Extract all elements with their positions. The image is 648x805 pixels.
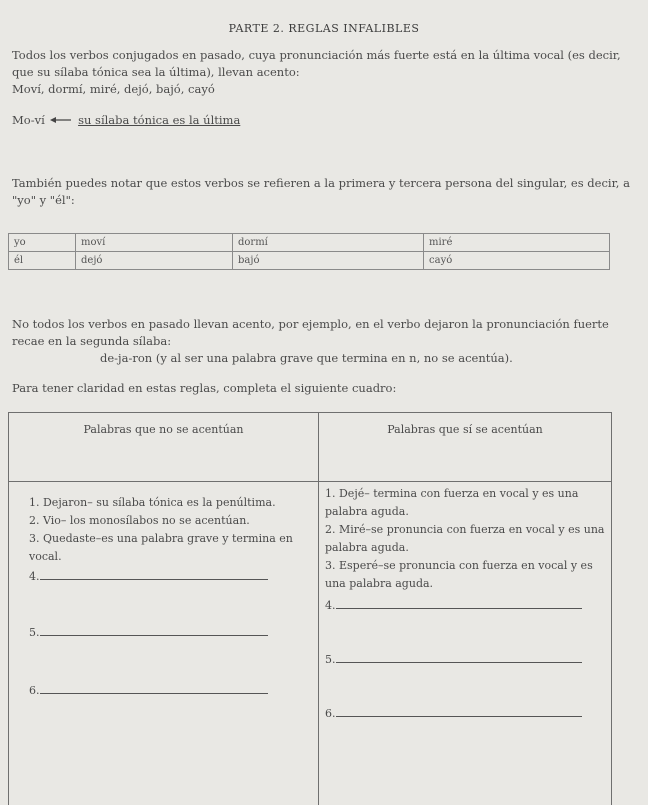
table-cell: bajó (233, 252, 424, 270)
left-column-header: Palabras que no se acentúan (83, 423, 244, 436)
blank-line[interactable] (40, 624, 268, 636)
not-all-paragraph: No todos los verbos en pasado llevan acento, por ejemplo, en el verbo dejaron la pronunciación fuerte recae en la segunda sílaba: (12, 317, 609, 348)
classification-grid (8, 412, 612, 805)
item-number: 5. (29, 626, 40, 639)
list-item: 1. Dejaron– su sílaba tónica es la penúltima. (29, 496, 276, 509)
table-cell: dejó (76, 252, 233, 270)
answer-line-5[interactable] (29, 624, 309, 642)
page-title: PARTE 2. REGLAS INFALIBLES (228, 22, 420, 35)
list-item: 3. Quedaste–es una palabra grave y termina en vocal. (29, 532, 293, 563)
intro-text: Todos los verbos conjugados en pasado, cuya pronunciación más fuerte está en la última vocal (es decir, que su sílaba tónica sea la última), llevan acento: (12, 48, 621, 79)
table-cell: él (9, 252, 76, 270)
right-column (325, 485, 607, 723)
table-cell: cayó (424, 252, 610, 270)
item-number: 6. (325, 707, 336, 720)
item-number: 5. (325, 653, 336, 666)
arrow-example (12, 113, 240, 127)
answer-line-6[interactable] (29, 682, 309, 700)
answer-line-5[interactable] (325, 651, 607, 669)
blank-line[interactable] (40, 682, 268, 694)
blank-line[interactable] (40, 568, 268, 580)
answer-line-6[interactable] (325, 705, 607, 723)
column-divider (318, 413, 319, 805)
instruction: Para tener claridad en estas reglas, completa el siguiente cuadro: (12, 381, 397, 395)
persons-note: También puedes notar que estos verbos se refieren a la primera y tercera persona del singular, es decir, a "yo" y "él": (12, 176, 630, 207)
right-column-header: Palabras que sí se acentúan (387, 423, 543, 436)
table-cell: yo (9, 234, 76, 252)
answer-line-4[interactable] (325, 597, 607, 615)
list-item: 2. Miré–se pronuncia con fuerza en vocal y es una palabra aguda. (325, 523, 605, 554)
left-column (29, 494, 309, 700)
list-item: 3. Esperé–se pronuncia con fuerza en vocal y es una palabra aguda. (325, 559, 593, 590)
table-row (9, 252, 610, 270)
table-cell: dormí (233, 234, 424, 252)
examples-line: Moví, dormí, miré, dejó, bajó, cayó (12, 82, 215, 96)
table-row (9, 234, 610, 252)
intro-paragraph (12, 47, 642, 98)
list-item: 1. Dejé– termina con fuerza en vocal y es una palabra aguda. (325, 487, 579, 518)
item-number: 4. (29, 570, 40, 583)
blank-line[interactable] (336, 651, 582, 663)
item-number: 6. (29, 684, 40, 697)
table-cell: miré (424, 234, 610, 252)
left-arrow-icon (50, 113, 72, 127)
blank-line[interactable] (336, 705, 582, 717)
blank-line[interactable] (336, 597, 582, 609)
list-item: 2. Vio– los monosílabos no se acentúan. (29, 514, 250, 527)
example-explanation: su sílaba tónica es la última (78, 113, 241, 127)
answer-line-4[interactable] (29, 568, 309, 586)
item-number: 4. (325, 599, 336, 612)
table-cell: moví (76, 234, 233, 252)
verb-table (8, 233, 610, 270)
header-divider (9, 481, 611, 482)
example-word: Mo-ví (12, 113, 45, 127)
dejaron-line: de-ja-ron (y al ser una palabra grave que termina en n, no se acentúa). (100, 351, 513, 365)
